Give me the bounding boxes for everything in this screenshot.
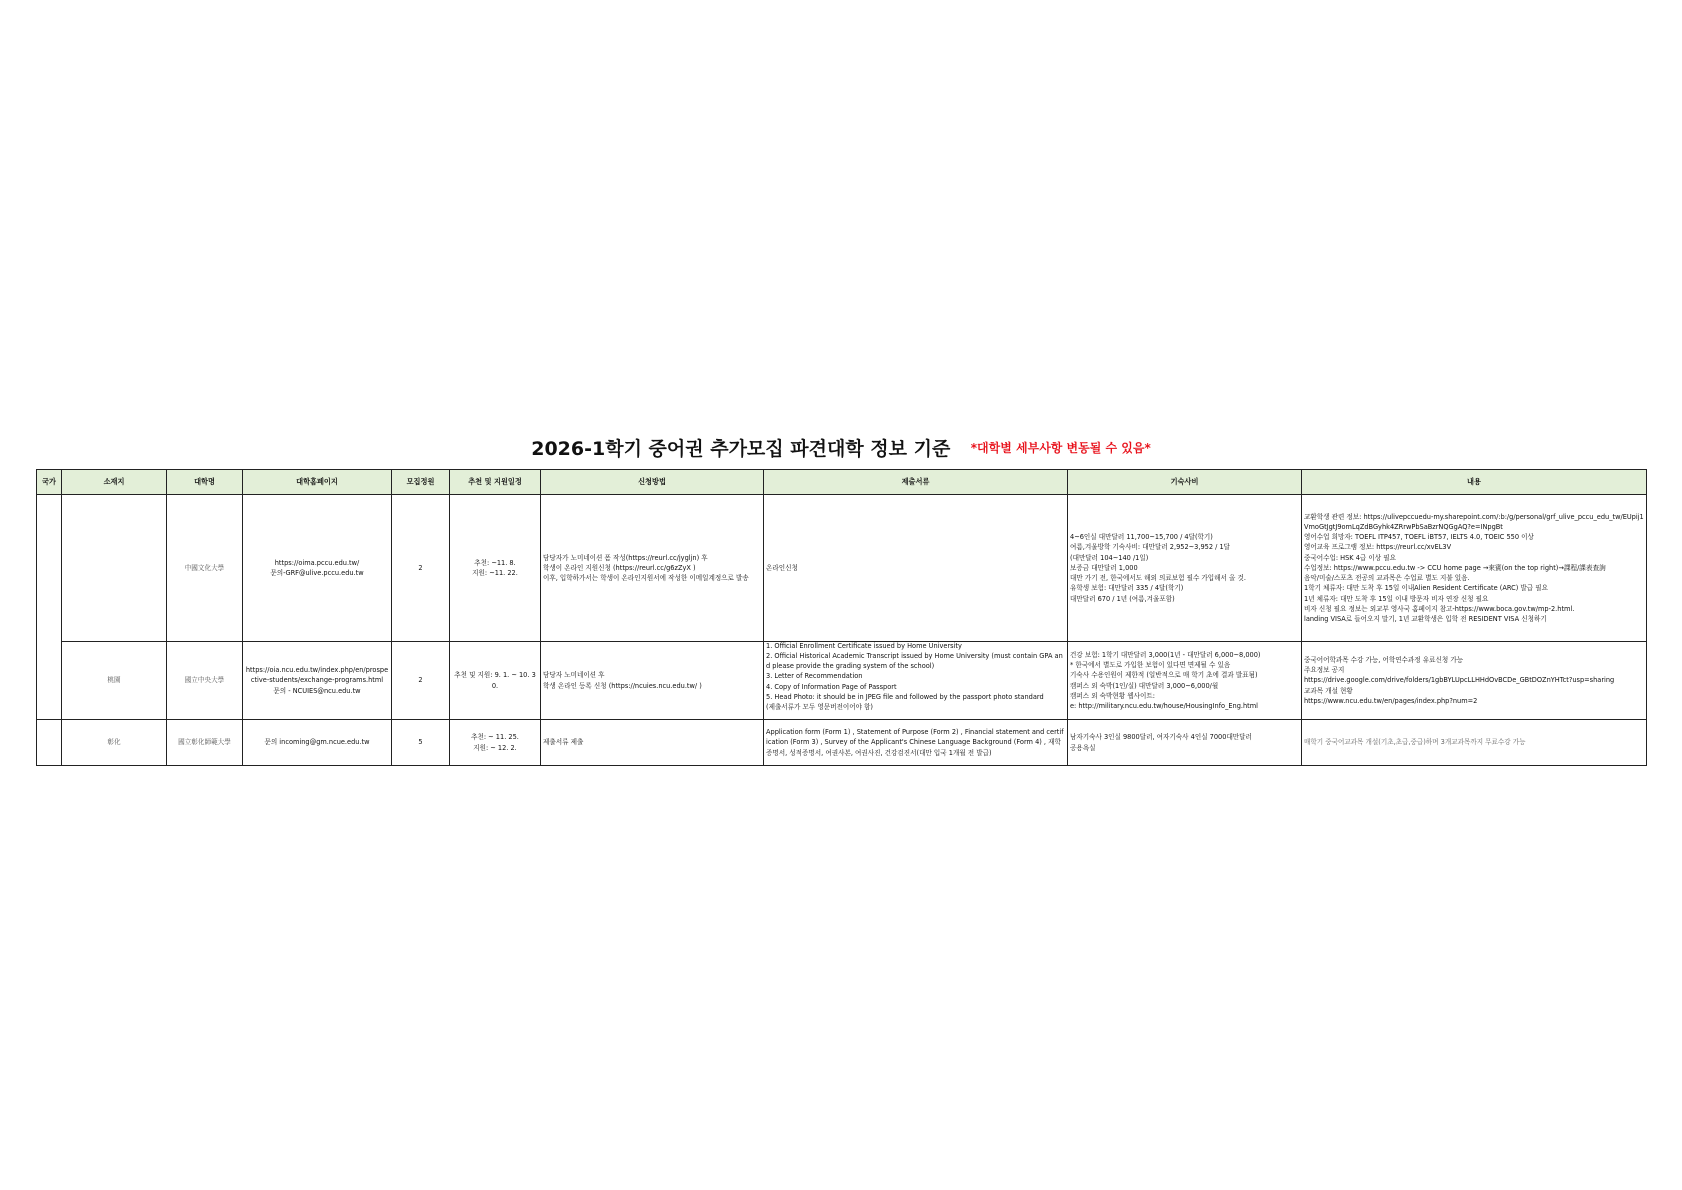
cell-schedule: 추천: ~11. 8. 지원: ~11. 22. [450,495,541,642]
cell-homepage: https://oia.ncu.edu.tw/index.php/en/prospective-students/exchange-programs.html 문의 - NCUIES@ncu.edu.tw [243,642,392,720]
cell-dormitory: 4~6인실 대만달러 11,700~15,700 / 4달(학기) 여름,겨울방학 기숙사비: 대만달러 2,952~3,952 / 1달 (대만달러 104~140 /1일) 보증금 대만달러 1,000 대만 가기 전, 한국에서도 해외 의료보험 필수 가입해서 올 것. 유학생 보험: 대만달러 335 / 4달(학기) 대만달러 670 / 1년 (여름,겨울포함) [1068,495,1302,642]
cell-university: 國立彰化師範大學 [167,720,243,766]
cell-country [37,495,62,720]
title-row [0,434,1682,461]
cell-location: 彰化 [62,720,167,766]
documents-text: 1. Official Enrollment Certificate issued by Home University 2. Official Historical Academic Transcript issued by Home University (must contain GPA and please provide the grading system of the school) 3. Letter of Recommendation 4. Copy of Information Page of Passport 5. Head Photo: it should be in JPEG file and followed by the passport photo standard (제출서류가 모두 영문버전이어야 함) [766,642,1063,712]
cell-homepage: https://oima.pccu.edu.tw/ 문의-GRF@ulive.pccu.edu.tw [243,495,392,642]
cell-content: 교환학생 관련 정보: https://ulivepccuedu-my.sharepoint.com/:b:/g/personal/grf_ulive_pccu_edu_tw/EUpij1VmoGtJgtJ9omLqZdBGyhk4ZRrwPbSaBzrNQGgAQ?e=INpgBt 영어수업 희망자: TOEFL ITP457, TOEFL iBT57, IELTS 4.0, TOEIC 550 이상 영어교육 프로그램 정보: https://reurl.cc/xvEL3V 중국어수업: HSK 4급 이상 필요 수업정보: https://www.pccu.edu.tw -> CCU home page →來賓(on the top right)→課程/課表查詢 음악/미술/스포츠 전공의 교과목은 수업료 별도 지불 있음. 1학기 체류자: 대만 도착 후 15일 이내Alien Resident Certificate (ARC) 발급 필요 1년 체류자: 대만 도착 후 15일 이내 방문자 비자 연장 신청 필요 비자 신청 필요 정보는 외교부 영사국 홈페이지 참고-https://www.boca.gov.tw/mp-2.html. landing VISA로 들어오지 말기, 1년 교환학생은 입학 전 RESIDENT VISA 신청하기 [1302,495,1647,642]
cell-method: 제출서류 제출 [541,720,764,766]
cell-location: 桃園 [62,642,167,720]
cell-documents [764,642,1068,720]
cell-location [62,495,167,642]
col-header-quota: 모집정원 [392,470,450,495]
cell-country [37,720,62,766]
cell-university: 國立中央大學 [167,642,243,720]
cell-content: 중국어어학과목 수강 가능, 어학연수과정 유료신청 가능 주요정보 공지 https://drive.google.com/drive/folders/1gbBYLUpcLLHHdOvBCDe_GBtDOZnYHTct?usp=sharing 교과목 개설 현황 https://www.ncu.edu.tw/en/pages/index.php?num=2 [1302,642,1647,720]
page-title: 2026-1학기 중어권 추가모집 파견대학 정보 기준 [531,438,951,460]
cell-documents: Application form (Form 1) , Statement of Purpose (Form 2) , Financial statement and certification (Form 3) , Survey of the Applicant's Chinese Language Background (Form 4) , 재학증명서, 성적증명서, 여권사본, 여권사진, 건강검진서(대만 입국 1개월 전 발급) [764,720,1068,766]
university-info-table [36,469,1647,766]
table-row [37,642,1647,720]
header-row [37,470,1647,495]
col-header-country: 국가 [37,470,62,495]
col-header-documents: 제출서류 [764,470,1068,495]
cell-method: 담당자가 노미네이션 폼 작성(https://reurl.cc/jygljn) 후 학생이 온라인 지원신청 (https://reurl.cc/g6zZyX ) 이후, 입학하가서는 학생이 온라인지원서에 작성한 이메일계정으로 발송 [541,495,764,642]
col-header-method: 신청방법 [541,470,764,495]
cell-method: 담당자 노미네이션 후 학생 온라인 등록 신청 (https://ncuies.ncu.edu.tw/ ) [541,642,764,720]
cell-content: 매학기 중국어교과목 개설(기초,초급,중급)하며 3개교과목까지 무료수강 가능 [1302,720,1647,766]
col-header-content: 내용 [1302,470,1647,495]
variation-note: *대학별 세부사항 변동될 수 있음* [970,441,1151,455]
cell-dormitory: 건강 보험: 1학기 대만달러 3,000(1년 - 대만달러 6,000~8,000) * 한국에서 별도로 가입한 보험이 있다면 면제될 수 있음 기숙사 수용인원이 제한적 (일반적으로 매 학기 초에 결과 발표됨) 캠퍼스 외 숙박(1인/실) 대만달러 3,000~6,000/월 캠퍼스 외 숙박현황 웹사이트: e: http://military.ncu.edu.tw/house/HousingInfo_Eng.html [1068,642,1302,720]
col-header-university: 대학명 [167,470,243,495]
cell-schedule: 추천: ~ 11. 25. 지원: ~ 12. 2. [450,720,541,766]
cell-homepage: 문의 incoming@gm.ncue.edu.tw [243,720,392,766]
col-header-homepage: 대학홈페이지 [243,470,392,495]
cell-quota: 2 [392,642,450,720]
table-row [37,720,1647,766]
table-row [37,495,1647,642]
cell-quota: 2 [392,495,450,642]
cell-dormitory: 남자기숙사 3인실 9800달러, 여자기숙사 4인실 7000대만달러 공용욕실 [1068,720,1302,766]
cell-university: 中國文化大學 [167,495,243,642]
cell-schedule: 추천 및 지원: 9. 1. ~ 10. 30. [450,642,541,720]
documents-clip-box [764,642,1067,719]
col-header-schedule: 추천 및 지원일정 [450,470,541,495]
col-header-location: 소재지 [62,470,167,495]
col-header-dormitory: 기숙사비 [1068,470,1302,495]
cell-documents: 온라인신청 [764,495,1068,642]
cell-quota: 5 [392,720,450,766]
